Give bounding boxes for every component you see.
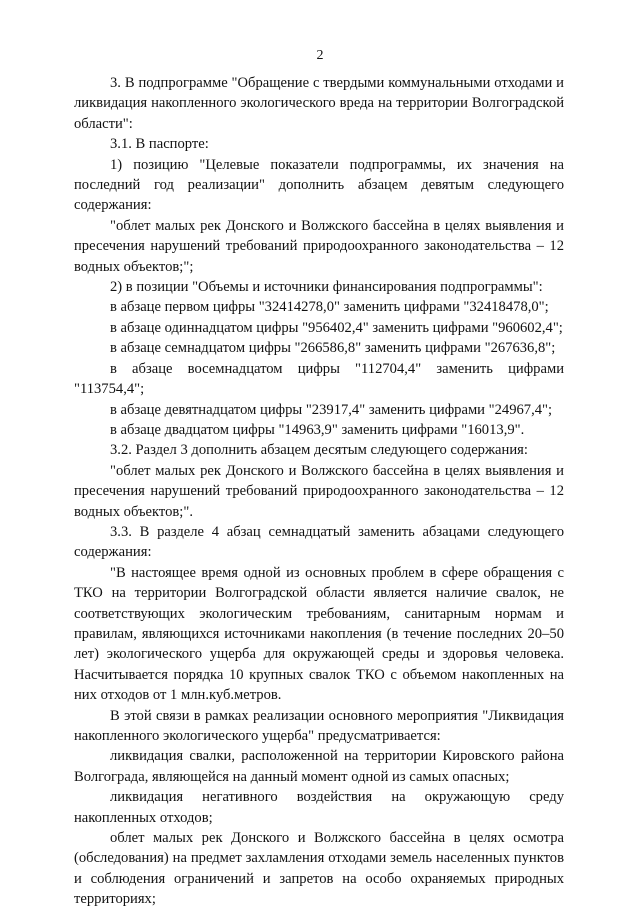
paragraph-3-3: 3.3. В разделе 4 абзац семнадцатый заменить абзацами следующего содержания: [74, 523, 564, 561]
paragraph-abzac-17: в абзаце семнадцатом цифры "266586,8" заменить цифрами "267636,8"; [110, 340, 556, 357]
paragraph-flyover-inspection: облет малых рек Донского и Волжского бассейна в целях осмотра (обследования) на предмет захламления отходами земель населенных пунктов и соблюдения ограничений и запретов на особо охраняемых природных территориях; [74, 830, 564, 908]
paragraph-section-3: 3. В подпрограмме "Обращение с твердыми коммунальными отходами и ликвидация накопленного экологического вреда на территории Волгоградской области": [74, 75, 564, 132]
document-body [74, 73, 564, 910]
paragraph-target-indicators: 1) позицию "Целевые показатели подпрограммы, их значения на последний год реализации" дополнить абзацем девятым следующего содержания: [74, 156, 564, 214]
paragraph-financing: 2) в позиции "Объемы и источники финансирования подпрограммы": [110, 279, 543, 296]
paragraph-3-1: 3.1. В паспорте: [110, 136, 209, 153]
paragraph-abzac-20: в абзаце двадцатом цифры "14963,9" заменить цифрами "16013,9". [110, 421, 525, 438]
paragraph-abzac-1: в абзаце первом цифры "32414278,0" заменить цифрами "32418478,0"; [110, 299, 549, 316]
paragraph-abzac-19: в абзаце девятнадцатом цифры "23917,4" заменить цифрами "24967,4"; [110, 401, 553, 418]
page-number: 2 [316, 48, 324, 63]
paragraph-quote-rivers-1: "облет малых рек Донского и Волжского бассейна в целях выявления и пресечения нарушений требований природоохранного законодательства – 12 водных объектов;"; [74, 217, 564, 275]
paragraph-3-2: 3.2. Раздел 3 дополнить абзацем десятым следующего содержания: [110, 442, 528, 459]
paragraph-abzac-11: в абзаце одиннадцатом цифры "956402,4" заменить цифрами "960602,4"; [110, 319, 563, 336]
paragraph-quote-tko: "В настоящее время одной из основных проблем в сфере обращения с ТКО на территории Волгоградской области является наличие свалок, не соответствующих экологическим требованиям, санитарным нормам и правилам, являющихся источниками накопления (в течение последних 20–50 лет) экологического ущерба для окружающей среды и здоровья человека. Насчитывается порядка 10 крупных свалок ТКО с объемом накопленных на них отходов от 1 млн.куб.метров. [74, 564, 564, 704]
paragraph-kirovsky-landfill: ликвидация свалки, расположенной на территории Кировского района Волгограда, являющейся на данный момент одной из самых опасных; [74, 748, 564, 785]
paragraph-in-this-regard: В этой связи в рамках реализации основного мероприятия "Ликвидация накопленного экологического ущерба" предусматривается: [74, 707, 564, 744]
paragraph-abzac-18: в абзаце восемнадцатом цифры "112704,4" заменить цифрами "113754,4"; [74, 360, 564, 398]
paragraph-negative-impact: ликвидация негативного воздействия на окружающую среду накопленных отходов; [74, 789, 564, 826]
paragraph-quote-rivers-2: "облет малых рек Донского и Волжского бассейна в целях выявления и пресечения нарушений требований природоохранного законодательства – 12 водных объектов;". [74, 462, 564, 520]
